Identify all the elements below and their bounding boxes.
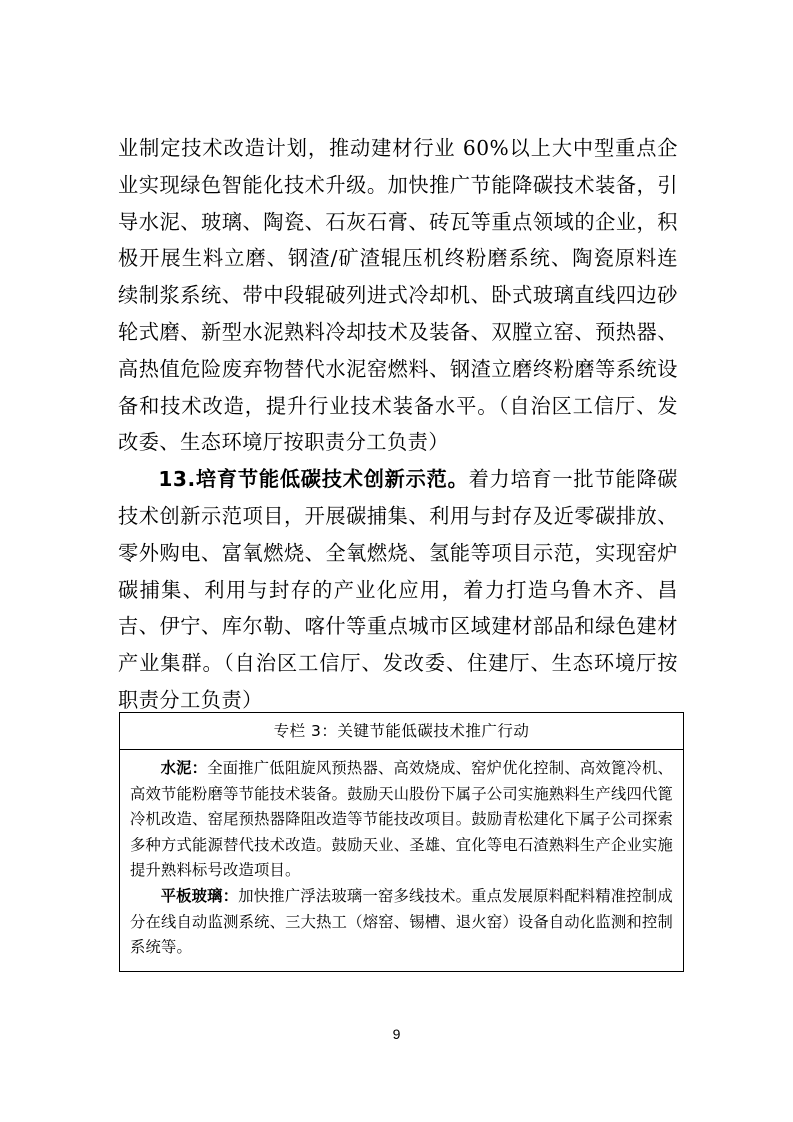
box-item-cement-text: 全面推广低阻旋风预热器、高效烧成、窑炉优化控制、高效篦冷机、高效节能粉磨等节能技术装备。鼓励天山股份下属子公司实施熟料生产线四代篦冷机改造、窑尾预热器降阻改造等节能技改项目。鼓励青松建化下属子公司探索多种方式能源替代技术改造。鼓励天业、圣雄、宜化等电石渣熟料生产企业实施提升熟料标号改造项目。	[130, 759, 673, 880]
page-number: 9	[392, 1026, 401, 1042]
column-box-title: 专栏 3：关键节能低碳技术推广行动	[120, 713, 683, 750]
body-text	[118, 130, 678, 719]
box-item-cement-label: 水泥：	[160, 759, 208, 777]
box-item-glass-text: 加快推广浮法玻璃一窑多线技术。重点发展原料配料精准控制成分在线自动监测系统、三大热工（熔窑、锡槽、退火窑）设备自动化监测和控制系统等。	[130, 886, 673, 957]
box-item-glass	[130, 884, 673, 961]
paragraph-continued: 业制定技术改造计划，推动建材行业 60%以上大中型重点企业实现绿色智能化技术升级。加快推广节能降碳技术装备，引导水泥、玻璃、陶瓷、石灰石膏、砖瓦等重点领域的企业，积极开展生料立磨、钢渣/矿渣辊压机终粉磨系统、陶瓷原料连续制浆系统、带中段辊破列进式冷却机、卧式玻璃直线四边砂轮式磨、新型水泥熟料冷却技术及装备、双膛立窑、预热器、高热值危险废弃物替代水泥窑燃料、钢渣立磨终粉磨等系统设备和技术改造，提升行业技术装备水平。（自治区工信厅、发改委、生态环境厅按职责分工负责）	[118, 136, 678, 455]
column-box	[119, 712, 684, 972]
column-box-content	[120, 750, 683, 961]
box-item-glass-label: 平板玻璃：	[160, 886, 239, 905]
box-item-cement	[130, 756, 673, 884]
paragraph-13-heading: 13.培育节能低碳技术创新示范。	[158, 467, 469, 492]
paragraph-13-text: 着力培育一批节能降碳技术创新示范项目，开展碳捕集、利用与封存及近零碳排放、零外购电、富氧燃烧、全氧燃烧、氢能等项目示范，实现窑炉碳捕集、利用与封存的产业化应用，着力打造乌鲁木齐、昌吉、伊宁、库尔勒、喀什等重点城市区域建材部品和绿色建材产业集群。（自治区工信厅、发改委、住建厅、生态环境厅按职责分工负责）	[118, 467, 678, 712]
paragraph-13	[118, 461, 678, 719]
